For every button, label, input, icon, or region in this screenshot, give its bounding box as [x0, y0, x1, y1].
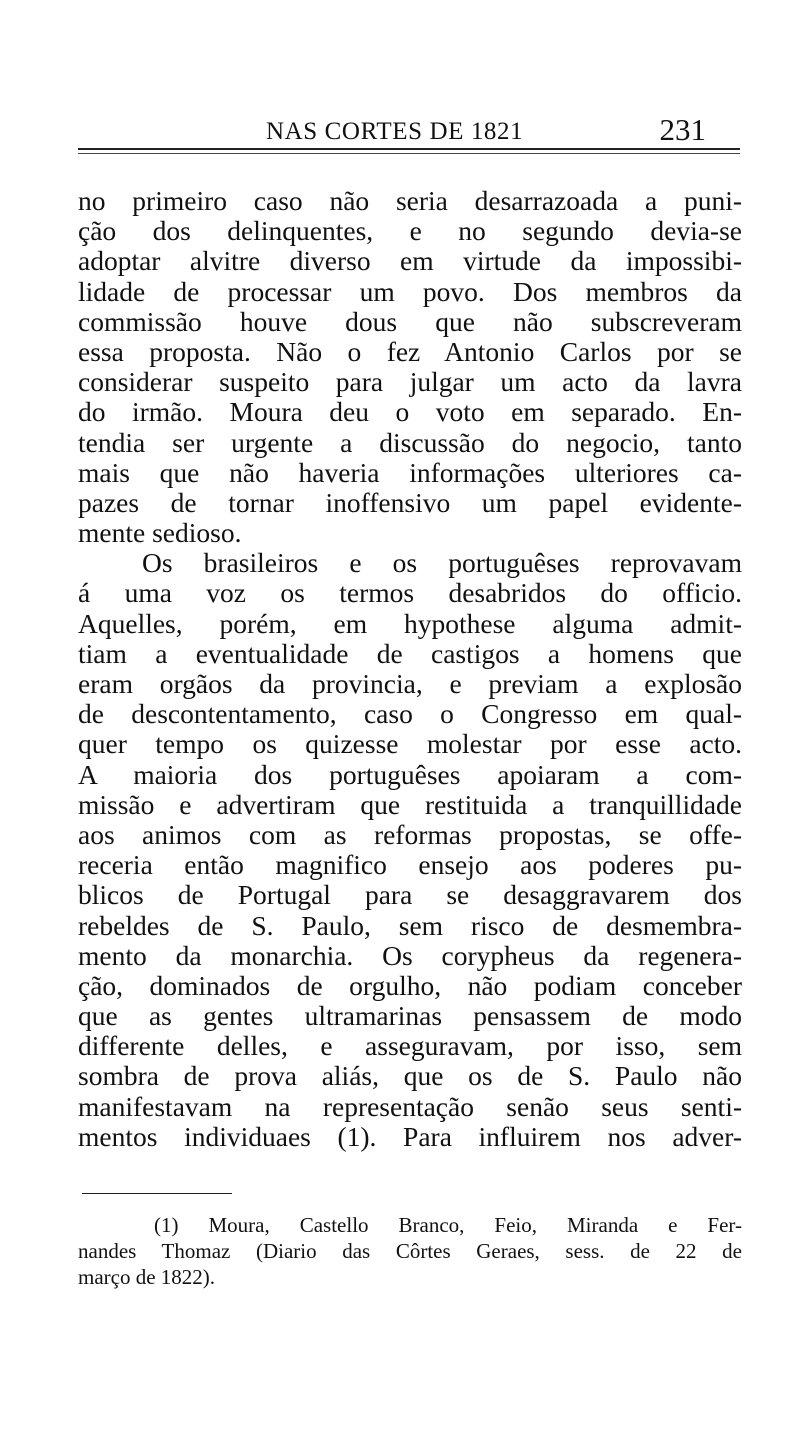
text-line: quer tempo os quizesse molestar por esse acto.: [78, 728, 742, 760]
footnote-line: nandes Thomaz (Diario das Côrtes Geraes, sess. de 22 de: [78, 1239, 742, 1263]
text-line: rebeldes de S. Paulo, sem risco de desmembra-: [78, 909, 742, 941]
text-line: do irmão. Moura deu o voto em separado. En-: [78, 396, 742, 428]
text-line: no primeiro caso não seria desarrazoada a puni-: [78, 185, 742, 216]
text-line: lidade de processar um povo. Dos membros da: [78, 275, 742, 307]
text-line: tiam a eventualidade de castigos a homens que: [78, 637, 742, 669]
text-line: Aquelles, porém, em hypothese alguma admit-: [78, 607, 742, 639]
text-fragment: mentos individuaes: [78, 1120, 311, 1152]
header-rule: [78, 148, 740, 150]
text-line: que as gentes ultramarinas pensassem de modo: [78, 1000, 742, 1032]
text-line: essa proposta. Não o fez Antonio Carlos por se: [78, 335, 742, 367]
text-line: eram orgãos da provincia, e previam a explosão: [78, 668, 742, 699]
text-line: differente delles, e asseguravam, por isso, sem: [78, 1030, 742, 1062]
text-line: ção dos delinquentes, e no segundo devia-se: [78, 215, 742, 247]
text-line: A maioria dos portuguêses apoiaram a com-: [78, 758, 742, 790]
header-rule-thin: [78, 153, 740, 154]
text-line-with-note-ref: [78, 1122, 742, 1152]
text-line: á uma voz os termos desabridos do officio.: [78, 577, 742, 609]
body-text: [78, 186, 742, 1152]
footnote-rule: [82, 1193, 232, 1194]
text-line: mento da monarchia. Os corypheus da regenera-: [78, 939, 742, 971]
text-line: considerar suspeito para julgar um acto da lavra: [78, 366, 742, 398]
footnote: [78, 1212, 742, 1290]
text-line: commissão houve dous que não subscreveram: [78, 305, 742, 337]
page-number: 231: [659, 112, 706, 147]
footnote-reference: (1). Para influirem nos adver-: [337, 1120, 742, 1152]
running-title: NAS CORTES DE 1821: [266, 118, 524, 145]
text-line: blicos de Portugal para se desaggravarem dos: [78, 879, 742, 911]
text-line: tendia ser urgente a discussão do negocio, tanto: [78, 426, 742, 458]
text-line: mais que não haveria informações ulteriores ca-: [78, 456, 742, 488]
text-line: adoptar alvitre diverso em virtude da impossibi-: [78, 245, 742, 277]
text-line: sombra de prova aliás, que os de S. Paulo não: [78, 1060, 742, 1092]
footnote-text: Moura, Castello Branco, Feio, Miranda e Fer-: [208, 1213, 742, 1237]
text-line: mente sedioso.: [78, 517, 242, 549]
text-line: receria então magnifico ensejo aos poderes pu-: [78, 849, 742, 881]
text-line: missão e advertiram que restituida a tranquillidade: [78, 788, 742, 820]
text-line: ção, dominados de orgulho, não podiam conceber: [78, 969, 742, 1001]
text-line: de descontentamento, caso o Congresso em qual-: [78, 698, 742, 730]
text-line: Os brasileiros e os portuguêses reprovavam: [142, 547, 742, 579]
running-head: [78, 110, 744, 150]
text-line: pazes de tornar inoffensivo um papel evidente-: [78, 486, 742, 518]
footnote-marker: (1): [154, 1213, 179, 1237]
footnote-line: março de 1822).: [78, 1265, 216, 1289]
footnote-line: [78, 1212, 742, 1238]
text-line: manifestavam na representação senão seus senti-: [78, 1090, 742, 1122]
text-line: aos animos com as reformas propostas, se offe-: [78, 818, 742, 850]
